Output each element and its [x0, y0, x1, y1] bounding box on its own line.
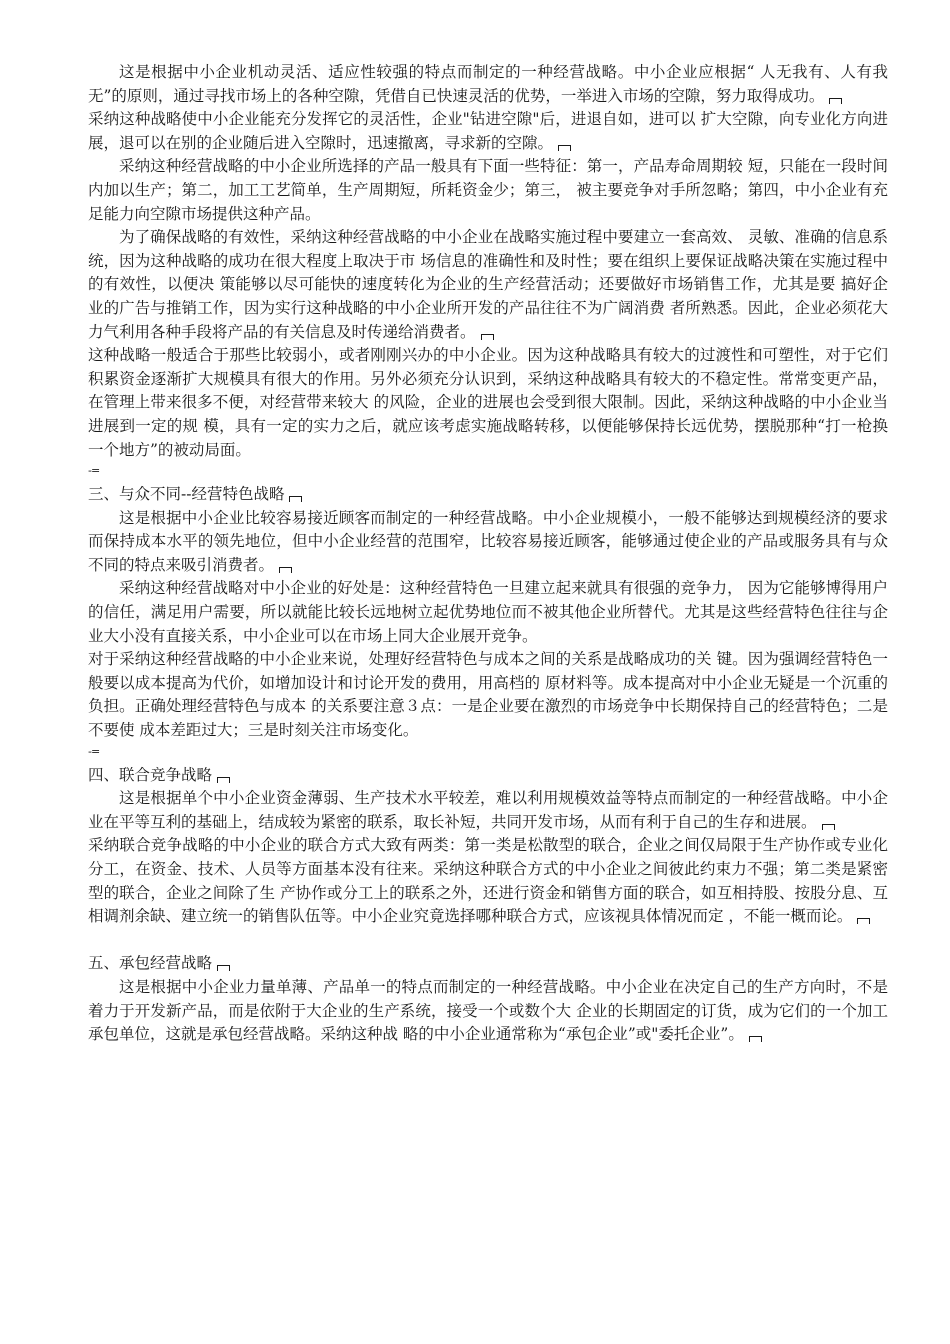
section-break-mark: -=: [88, 464, 100, 478]
paragraph-text: 这是根据中小企业机动灵活、适应性较强的特点而制定的一种经营战略。中小企业应根据“ 人无我有、人有我无”的原则，通过寻找市场上的各种空隙，凭借自已快速灵活的优势，一举进入市场的空隙，努力取得成功。: [88, 63, 888, 105]
heading-text: 四、联合竞争战略: [88, 765, 213, 784]
paragraph-mark-icon: [279, 567, 292, 573]
blank-line: [88, 929, 888, 953]
paragraph: [88, 834, 888, 928]
paragraph-text: 为了确保战略的有效性，采纳这种经营战略的中小企业在战略实施过程中要建立一套高效、 灵敏、准确的信息系统，因为这种战略的成功在很大程度上取决于市 场信息的准确性和及时性；要在组织上要保证战略决策在实施过程中的有效性，以便决 策能够以尽可能快的速度转化为企业的生产经营活动；还要做好市场销售工作，尤其是要 搞好企业的广告与推销工作，因为实行这种战略的中小企业所开发的产品往往不为广阔消费 者所熟悉。因此，企业必须花大力气利用各种手段将产品的有关信息及时传递给消费者。: [88, 228, 888, 341]
section-heading: [88, 952, 888, 976]
heading-text: 三、与众不同--经营特色战略: [88, 485, 285, 504]
section-heading: [88, 764, 888, 788]
paragraph-text: 对于采纳这种经营战略的中小企业来说，处理好经营特色与成本之间的关系是战略成功的关 键。因为强调经营特色一般要以成本提高为代价，如增加设计和讨论开发的费用，用高档的 原材料等。成本提高对中小企业无疑是一个沉重的负担。正确处理经营特色与成本 的关系要注意３点：一是企业要在激烈的市场竞争中长期保持自己的经营特色；二是不要使 成本差距过大；三是时刻关注市场变化。: [88, 650, 888, 740]
paragraph-mark-icon: [481, 334, 494, 340]
paragraph-text: 采纳联合竞争战略的中小企业的联合方式大致有两类：第一类是松散型的联合，企业之间仅局限于生产协作或专业化分工，在资金、技术、人员等方面基本没有往来。采纳这种联合方式的中小企业之间彼此约束力不强；第二类是紧密型的联合，企业之间除了生 产协作或分工上的联系之外，还进行资金和销售方面的联合，如互相持股、按股分息、互相调剂余缺、建立统一的销售队伍等。中小企业究竟选择哪种联合方式，应该视具体情况而定 ，不能一概而论。: [88, 836, 888, 926]
heading-text: 五、承包经营战略: [88, 954, 213, 973]
paragraph: [88, 787, 888, 834]
paragraph-mark-icon: [829, 98, 842, 104]
section-break-mark: -=: [88, 744, 100, 758]
paragraph: [88, 648, 888, 742]
paragraph-text: 采纳这种战略使中小企业能充分发挥它的灵活性，企业"钻进空隙"后，进退自如，进可以 扩大空隙，向专业化方向进展，退可以在别的企业随后进入空隙时，迅速撤离，寻求新的空隙。: [88, 110, 888, 152]
paragraph: [88, 507, 888, 578]
paragraph-mark-icon: [217, 965, 230, 971]
paragraph-mark-icon: [749, 1036, 762, 1042]
paragraph-mark-icon: [289, 496, 302, 502]
section-heading: [88, 483, 888, 507]
paragraph: [88, 226, 888, 344]
paragraph-text: 这是根据单个中小企业资金薄弱、生产技术水平较差，难以利用规模效益等特点而制定的一种经营战略。中小企业在平等互利的基础上，结成较为紧密的联系，取长补短，共同开发市场，从而有利于自己的生存和进展。: [88, 789, 888, 831]
paragraph: [88, 108, 888, 155]
paragraph-text: 采纳这种经营战略对中小企业的好处是：这种经营特色一旦建立起来就具有很强的竞争力， 因为它能够博得用户的信任，满足用户需要，所以就能比较长远地树立起优势地位而不被其他企业所替代。尤其是这些经营特色往往与企业大小没有直接关系，中小企业可以在市场上同大企业展开竞争。: [88, 579, 888, 645]
paragraph-mark-icon: [217, 777, 230, 783]
paragraph: [88, 344, 888, 462]
paragraph-text: 这种战略一般适合于那些比较弱小，或者刚刚兴办的中小企业。因为这种战略具有较大的过渡性和可塑性，对于它们积累资金逐渐扩大规模具有很大的作用。另外必须充分认识到，采纳这种战略具有较大的不稳定性。常常变更产品，在管理上带来很多不便，对经营带来较大 的风险，企业的进展也会受到很大限制。因此，采纳这种战略的中小企业当进展到一定的规 模，具有一定的实力之后，就应该考虑实施战略转移，以便能够保持长远优势，摆脱那种“打一枪换一个地方”的被动局面。: [88, 346, 888, 459]
paragraph: [88, 61, 888, 108]
document-page: [88, 61, 888, 1047]
paragraph-mark-icon: [558, 145, 571, 151]
paragraph-text: 采纳这种经营战略的中小企业所选择的产品一般具有下面一些特征：第一，产品寿命周期较 短，只能在一段时间内加以生产；第二，加工工艺简单，生产周期短，所耗资金少；第三， 被主要竞争对手所忽略；第四，中小企业有充足能力向空隙市场提供这种产品。: [88, 157, 888, 223]
paragraph: [88, 155, 888, 226]
paragraph: [88, 577, 888, 648]
paragraph-text: 这是根据中小企业力量单薄、产品单一的特点而制定的一种经营战略。中小企业在决定自己的生产方向时，不是着力于开发新产品，而是依附于大企业的生产系统，接受一个或数个大 企业的长期固定的订货，成为它们的一个加工承包单位，这就是承包经营战略。采纳这种战 略的中小企业通常称为“承包企业”或"委托企业”。: [88, 977, 888, 1044]
paragraph-mark-icon: [857, 918, 870, 924]
paragraph-text: 这是根据中小企业比较容易接近顾客而制定的一种经营战略。中小企业规模小，一般不能够达到规模经济的要求而保持成本水平的领先地位，但中小企业经营的范围窄，比较容易接近顾客，能够通过使企业的产品或服务具有与众不同的特点来吸引消费者。: [88, 508, 888, 574]
paragraph: [88, 976, 888, 1047]
paragraph-mark-icon: [822, 824, 835, 830]
